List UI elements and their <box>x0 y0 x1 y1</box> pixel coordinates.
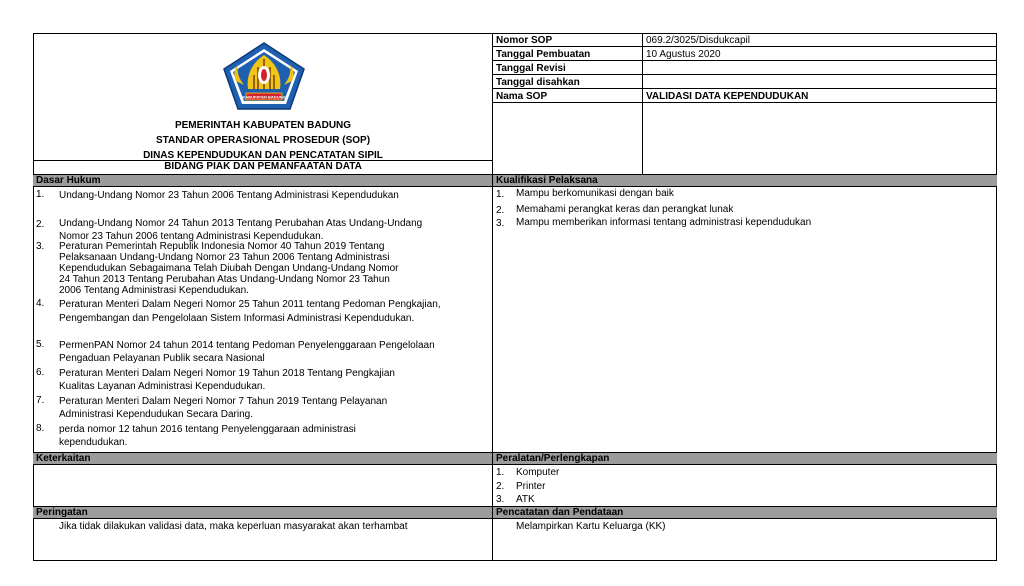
list-item: Nomor 23 Tahun 2006 tentang Administrasi Kependudukan. <box>59 231 324 242</box>
kabupaten-badung-logo <box>222 41 306 111</box>
kualifikasi-title: Kualifikasi Pelaksana <box>496 175 598 186</box>
meta-value-tanggal-pembuatan: 10 Agustus 2020 <box>646 49 721 60</box>
list-item-number: 1. <box>496 467 505 478</box>
org-line-dinas: DINAS KEPENDUDUKAN DAN PENCATATAN SIPIL <box>143 150 383 161</box>
list-item: 24 Tahun 2013 Tentang Perubahan Atas Undang-Undang Nomor 23 Tahun <box>59 274 390 285</box>
list-item: Undang-Undang Nomor 23 Tahun 2006 Tentang Administrasi Kependudukan <box>59 190 399 201</box>
list-item-number: 3. <box>496 494 505 505</box>
list-item: kependudukan. <box>59 437 128 448</box>
meta-value-nomor-sop: 069.2/3025/Disdukcapil <box>646 35 750 46</box>
list-item: Pengembangan dan Pengelolaan Sistem Informasi Administrasi Kependudukan. <box>59 313 415 324</box>
list-item: Komputer <box>516 467 560 478</box>
list-item-number: 1. <box>496 189 505 200</box>
logo-banner-text: KABUPATEN BADUNG <box>242 94 286 100</box>
list-item-number: 8. <box>36 423 45 434</box>
list-item-number: 5. <box>36 339 45 350</box>
org-line-sop: STANDAR OPERASIONAL PROSEDUR (SOP) <box>155 135 371 146</box>
list-item: Undang-Undang Nomor 24 Tahun 2013 Tentang Perubahan Atas Undang-Undang <box>59 218 423 229</box>
list-item: Printer <box>516 481 546 492</box>
list-item: Mampu memberikan informasi tentang administrasi kependudukan <box>516 217 812 228</box>
list-item-number: 7. <box>36 395 45 406</box>
dasar-hukum-title: Dasar Hukum <box>36 175 101 186</box>
list-item: Kualitas Layanan Administrasi Kependudukan. <box>59 381 266 392</box>
meta-row-line <box>492 102 997 103</box>
meta-row-line <box>492 88 997 89</box>
list-item-number: 2. <box>496 205 505 216</box>
list-item: Mampu berkomunikasi dengan baik <box>516 188 674 199</box>
meta-column-divider <box>642 33 643 174</box>
list-item-number: 4. <box>36 298 45 309</box>
list-item: Peraturan Menteri Dalam Negeri Nomor 25 Tahun 2011 tentang Pedoman Pengkajian, <box>59 299 441 310</box>
meta-label-tanggal-revisi: Tanggal Revisi <box>496 63 566 74</box>
list-item-number: 1. <box>36 189 45 200</box>
meta-row-line <box>492 46 997 47</box>
list-item: Memahami perangkat keras dan perangkat lunak <box>516 204 734 215</box>
list-item: Peraturan Menteri Dalam Negeri Nomor 19 Tahun 2018 Tentang Pengkajian <box>59 368 395 379</box>
list-item: Kependudukan Sebagaimana Telah Diubah Dengan Undang-Undang Nomor <box>59 263 399 274</box>
org-line-bidang: BIDANG PIAK DAN PEMANFAATAN DATA <box>164 161 362 172</box>
pencatatan-text: Melampirkan Kartu Keluarga (KK) <box>516 521 666 532</box>
list-item: Pelaksanaan Undang-Undang Nomor 23 Tahun 2006 Tentang Administrasi <box>59 252 390 263</box>
list-item: Peraturan Pemerintah Republik Indonesia Nomor 40 Tahun 2019 Tentang <box>59 241 385 252</box>
list-item: PermenPAN Nomor 24 tahun 2014 tentang Pedoman Penyelenggaraan Pengelolaan <box>59 340 435 351</box>
org-line-pemerintah: PEMERINTAH KABUPATEN BADUNG <box>174 120 352 131</box>
list-item: Pengaduan Pelayanan Publik secara Nasional <box>59 353 265 364</box>
keterkaitan-title: Keterkaitan <box>36 453 91 464</box>
list-item: perda nomor 12 tahun 2016 tentang Penyelenggaraan administrasi <box>59 424 356 435</box>
body-divider <box>492 174 493 561</box>
meta-row-line <box>492 60 997 61</box>
pencatatan-title: Pencatatan dan Pendataan <box>496 507 624 518</box>
list-item-number: 3. <box>496 218 505 229</box>
peringatan-title: Peringatan <box>36 507 88 518</box>
peringatan-text: Jika tidak dilakukan validasi data, maka keperluan masyarakat akan terhambat <box>59 521 408 532</box>
meta-row-line <box>492 74 997 75</box>
list-item-number: 2. <box>496 481 505 492</box>
meta-label-tanggal-disahkan: Tanggal disahkan <box>496 77 580 88</box>
list-item: ATK <box>516 494 535 505</box>
list-item-number: 2. <box>36 219 45 230</box>
meta-label-nomor-sop: Nomor SOP <box>496 35 553 46</box>
list-item: Peraturan Menteri Dalam Negeri Nomor 7 Tahun 2019 Tentang Pelayanan <box>59 396 388 407</box>
meta-value-nama-sop: VALIDASI DATA KEPENDUDUKAN <box>646 91 809 102</box>
list-item-number: 6. <box>36 367 45 378</box>
meta-label-nama-sop: Nama SOP <box>496 91 548 102</box>
list-item: Administrasi Kependudukan Secara Daring. <box>59 409 253 420</box>
meta-label-tanggal-pembuatan: Tanggal Pembuatan <box>496 49 591 60</box>
sop-frame <box>33 33 997 561</box>
header-divider <box>492 33 493 174</box>
list-item-number: 3. <box>36 241 45 252</box>
list-item: 2006 Tentang Administrasi Kependudukan. <box>59 285 249 296</box>
peralatan-title: Peralatan/Perlengkapan <box>496 453 610 464</box>
